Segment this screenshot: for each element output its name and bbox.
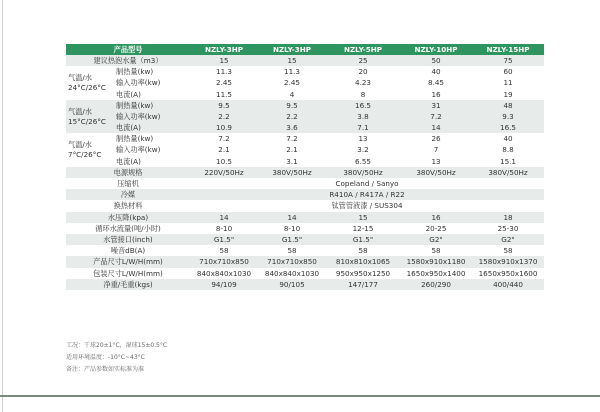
row-label: 压缩机 (66, 178, 190, 189)
cell: 380V/50Hz (326, 167, 400, 178)
cell: 710x710x850 (258, 256, 326, 267)
table-row (66, 156, 544, 167)
cell: 9.5 (258, 100, 326, 111)
spec-table (66, 44, 544, 290)
cell: 810x810x1065 (326, 256, 400, 267)
cell: G2" (472, 234, 544, 245)
cell: 3.8 (326, 111, 400, 122)
cell: 8-10 (190, 223, 258, 234)
cell: 1580x910x1370 (472, 256, 544, 267)
cell: 14 (400, 122, 472, 133)
header-col: NZLY-15HP (472, 44, 544, 55)
cell: 8.8 (472, 145, 544, 156)
cell: 710x710x850 (190, 256, 258, 267)
table-row (66, 66, 544, 77)
cell: 3.6 (258, 122, 326, 133)
cell: 94/109 (190, 279, 258, 290)
cell: 1650x950x1600 (472, 268, 544, 279)
cell: 220V/50Hz (190, 167, 258, 178)
table-header-row (66, 44, 544, 55)
row-label: 制热量(kw) (110, 100, 190, 111)
cell: 25-30 (472, 223, 544, 234)
table-row (66, 89, 544, 100)
cell: 2.2 (190, 111, 258, 122)
cell: 6.55 (326, 156, 400, 167)
table-row (66, 212, 544, 223)
row-label: 电源规格 (66, 167, 190, 178)
cell: 2.1 (258, 145, 326, 156)
cell: 40 (400, 66, 472, 77)
cell: 7 (400, 145, 472, 156)
cell: 147/177 (326, 279, 400, 290)
cell: 11.5 (190, 89, 258, 100)
cell: 48 (472, 100, 544, 111)
cell: 15.1 (472, 156, 544, 167)
cell: 3.2 (326, 145, 400, 156)
cell: 8-10 (258, 223, 326, 234)
cell-merged: Copeland / Sanyo (190, 178, 544, 189)
row-label: 噪音dB(A) (66, 245, 190, 256)
cell-merged: R410A / R417A / R22 (190, 189, 544, 200)
row-label: 循环水流量(吨/小时) (66, 223, 190, 234)
table-row (66, 167, 544, 178)
cell: 26 (400, 133, 472, 144)
cell: 58 (258, 245, 326, 256)
table-row (66, 55, 544, 66)
table-row (66, 279, 544, 290)
table-row (66, 133, 544, 144)
cell: 58 (326, 245, 400, 256)
cell: 8.45 (400, 77, 472, 88)
row-label: 包装尺寸L/W/H(mm) (66, 268, 190, 279)
table-row (66, 122, 544, 133)
row-label: 输入功率(kw) (110, 77, 190, 88)
cell: 20 (326, 66, 400, 77)
table-row (66, 145, 544, 156)
cell: 11 (472, 77, 544, 88)
footnotes (66, 340, 167, 376)
cell: 13 (326, 133, 400, 144)
cell: 4 (258, 89, 326, 100)
cell: 50 (400, 55, 472, 66)
condition-label: 气温/水 24°C/26°C (66, 66, 110, 100)
cell: 380V/50Hz (472, 167, 544, 178)
table-row (66, 178, 544, 189)
cell: 14 (258, 212, 326, 223)
row-label: 水压降(kpa) (66, 212, 190, 223)
row-label: 冷媒 (66, 189, 190, 200)
header-col: NZLY-5HP (326, 44, 400, 55)
cell: G1.5" (258, 234, 326, 245)
cell: 1650x950x1400 (400, 268, 472, 279)
cell-merged: 钛管管液漆 / SUS304 (190, 200, 544, 211)
cell: 9.3 (472, 111, 544, 122)
row-label: 输入功率(kw) (110, 111, 190, 122)
cell: 10.5 (190, 156, 258, 167)
footnote: 备注：产品参数如实标准为准 (66, 366, 145, 373)
cell: 2.2 (258, 111, 326, 122)
page-left-rule (2, 0, 3, 412)
cell: 18 (472, 212, 544, 223)
cell: 2.1 (190, 145, 258, 156)
cell: 90/105 (258, 279, 326, 290)
row-label: 产品尺寸L/W/H(mm) (66, 256, 190, 267)
cell: 7.1 (326, 122, 400, 133)
cell: 40 (472, 133, 544, 144)
page-bottom-rule (0, 395, 600, 397)
cell: 16.5 (472, 122, 544, 133)
cell: 10.9 (190, 122, 258, 133)
cell: 840x840x1030 (258, 268, 326, 279)
row-label: 水管接口(inch) (66, 234, 190, 245)
table-row (66, 268, 544, 279)
cell: G1.5" (326, 234, 400, 245)
cell: G2" (400, 234, 472, 245)
row-label: 净重/毛重(kgs) (66, 279, 190, 290)
cell: 58 (400, 245, 472, 256)
cell: 11.3 (258, 66, 326, 77)
row-label: 电流(A) (110, 122, 190, 133)
cell: 15 (258, 55, 326, 66)
cell: 15 (190, 55, 258, 66)
footnote: 适用环境温度：-10°C~43°C (66, 354, 145, 361)
cell: 16 (400, 89, 472, 100)
header-col: NZLY-10HP (400, 44, 472, 55)
cell: 4.23 (326, 77, 400, 88)
cell: 9.5 (190, 100, 258, 111)
table-row (66, 111, 544, 122)
cell: 60 (472, 66, 544, 77)
cell: 260/290 (400, 279, 472, 290)
row-label: 制热量(kw) (110, 133, 190, 144)
cell: 19 (472, 89, 544, 100)
cell: 950x950x1250 (326, 268, 400, 279)
row-label: 建议热泡水量（m3） (66, 55, 190, 66)
cell: 7.2 (400, 111, 472, 122)
cell: 2.45 (190, 77, 258, 88)
cell: 15 (326, 212, 400, 223)
row-label: 电流(A) (110, 156, 190, 167)
cell: 1580x910x1180 (400, 256, 472, 267)
cell: 58 (472, 245, 544, 256)
header-model: 产品型号 (66, 44, 190, 55)
cell: 16.5 (326, 100, 400, 111)
cell: 7.2 (258, 133, 326, 144)
cell: 2.45 (258, 77, 326, 88)
table-row (66, 100, 544, 111)
cell: 75 (472, 55, 544, 66)
table-row (66, 223, 544, 234)
cell: 380V/50Hz (400, 167, 472, 178)
cell: 8 (326, 89, 400, 100)
table-row (66, 189, 544, 200)
cell: 11.3 (190, 66, 258, 77)
header-col: NZLY-3HP (190, 44, 258, 55)
row-label: 电流(A) (110, 89, 190, 100)
table-row (66, 200, 544, 211)
cell: 31 (400, 100, 472, 111)
condition-label: 气温/水 15°C/26°C (66, 100, 110, 134)
cell: 380V/50Hz (258, 167, 326, 178)
cell: 20-25 (400, 223, 472, 234)
table-row (66, 77, 544, 88)
cell: 14 (190, 212, 258, 223)
header-col: NZLY-3HP (258, 44, 326, 55)
table-row (66, 256, 544, 267)
cell: 840x840x1030 (190, 268, 258, 279)
cell: 13 (400, 156, 472, 167)
table-row (66, 245, 544, 256)
cell: G1.5" (190, 234, 258, 245)
row-label: 输入功率(kw) (110, 145, 190, 156)
cell: 7.2 (190, 133, 258, 144)
table-row (66, 234, 544, 245)
row-label: 换热材料 (66, 200, 190, 211)
cell: 12-15 (326, 223, 400, 234)
condition-label: 气温/水 7°C/26°C (66, 133, 110, 167)
footnote: 工况：干球20±1°C，湿球15±0.5°C (66, 342, 168, 349)
cell: 3.1 (258, 156, 326, 167)
cell: 25 (326, 55, 400, 66)
cell: 58 (190, 245, 258, 256)
cell: 16 (400, 212, 472, 223)
cell: 400/440 (472, 279, 544, 290)
row-label: 制热量(kw) (110, 66, 190, 77)
